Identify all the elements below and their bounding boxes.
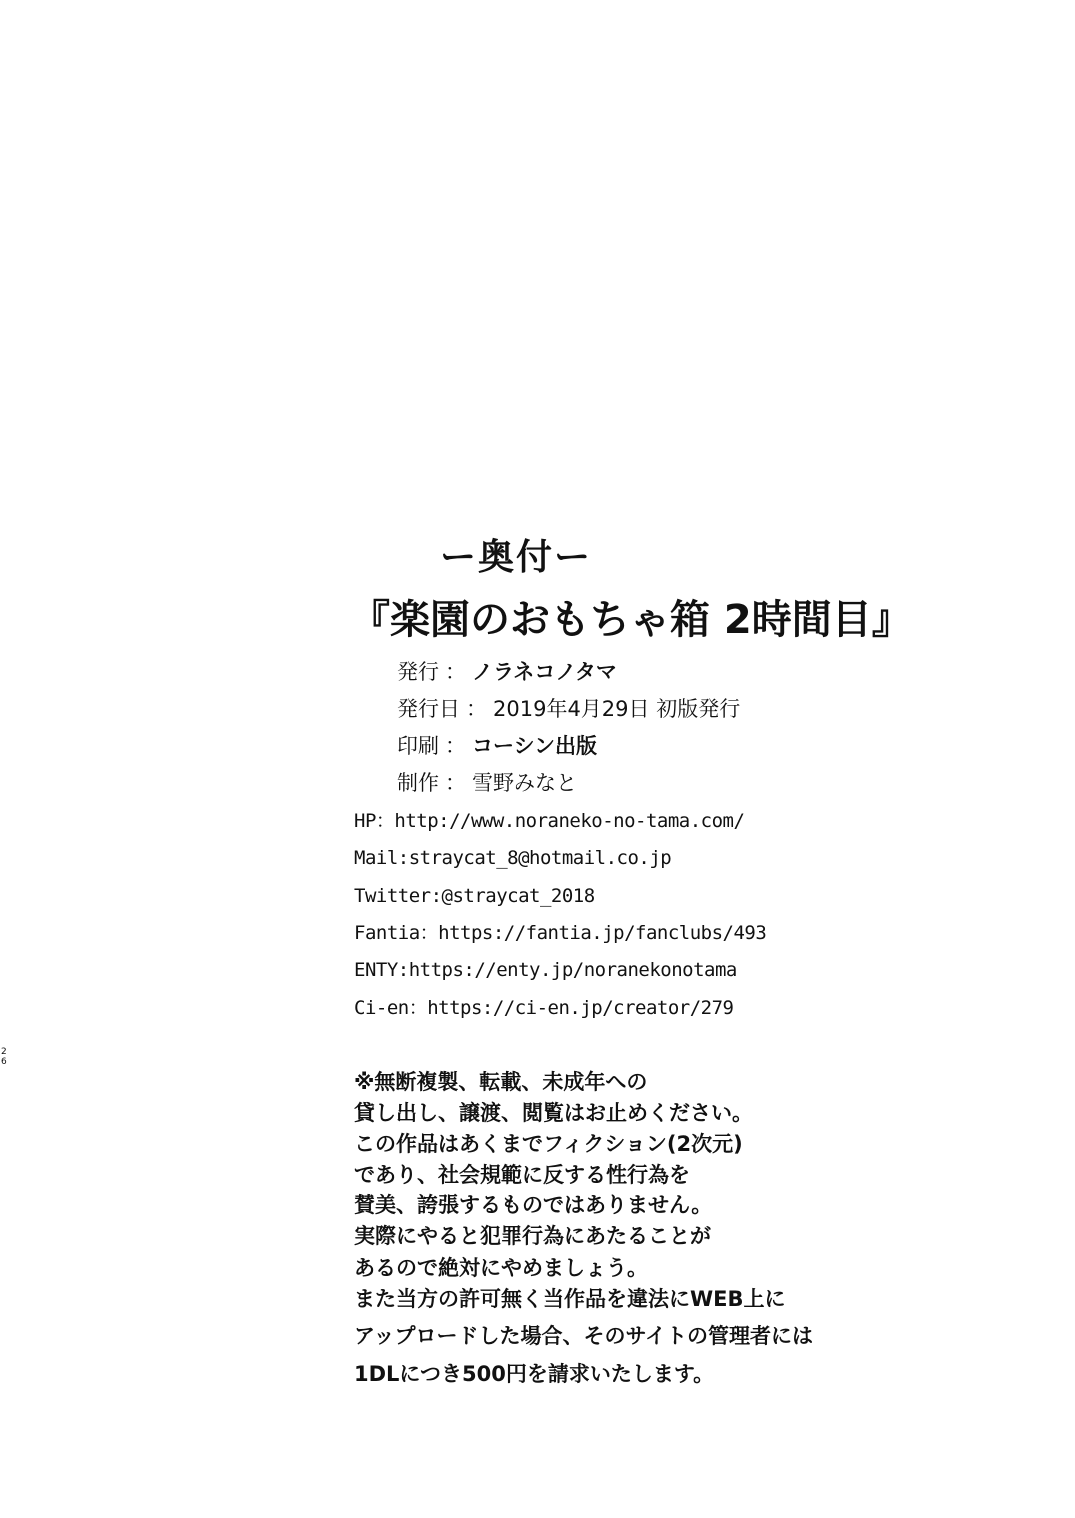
- info-row-publish-date: [397, 695, 740, 723]
- link-enty: ENTY:https://enty.jp/noranekonotama: [354, 959, 737, 981]
- notice-line: アップロードした場合、そのサイトの管理者には: [354, 1324, 814, 1348]
- info-separator: ：: [445, 771, 466, 795]
- info-row-publisher: [397, 658, 617, 686]
- info-value: ノラネコノタマ: [472, 660, 617, 684]
- info-label: 印刷: [397, 734, 439, 758]
- notice-line: 賛美、誇張するものではありません。: [354, 1193, 713, 1217]
- notice-line: ※無断複製、転載、未成年への: [354, 1070, 648, 1094]
- info-value: コーシン出版: [472, 734, 598, 758]
- info-separator: ：: [445, 734, 466, 758]
- info-separator: ：: [445, 660, 466, 684]
- page-number: 26: [1, 1047, 7, 1067]
- notice-line: また当方の許可無く当作品を違法にWEB上に: [354, 1287, 786, 1311]
- link-fantia: Fantia：https://fantia.jp/fanclubs/493: [354, 922, 767, 944]
- notice-line: 貸し出し、譲渡、閲覧はお止めください。: [354, 1101, 753, 1125]
- info-label: 制作: [397, 771, 439, 795]
- info-label: 発行: [397, 660, 439, 684]
- notice-line: この作品はあくまでフィクション(2次元): [354, 1132, 743, 1156]
- notice-line: 1DLにつき500円を請求いたします。: [354, 1362, 715, 1386]
- notice-line: 実際にやると犯罪行為にあたることが: [354, 1224, 711, 1248]
- info-row-author: [397, 769, 577, 797]
- info-value: 雪野みなと: [472, 771, 577, 795]
- link-mail: Mail:straycat_8@hotmail.co.jp: [354, 847, 672, 869]
- link-twitter: Twitter:@straycat_2018: [354, 885, 595, 907]
- info-row-printer: [397, 732, 597, 760]
- info-value: 2019年4月29日 初版発行: [493, 697, 741, 721]
- link-ci-en: Ci-en：https://ci-en.jp/creator/279: [354, 997, 734, 1019]
- link-homepage: HP：http://www.noraneko-no-tama.com/: [354, 810, 745, 832]
- info-label: 発行日: [397, 697, 460, 721]
- book-title: 『楽園のおもちゃ箱 2時間目』: [350, 597, 912, 643]
- colophon-heading: ー奥付ー: [440, 537, 593, 578]
- notice-line: であり、社会規範に反する性行為を: [354, 1163, 690, 1187]
- info-separator: ：: [466, 697, 487, 721]
- notice-line: あるので絶対にやめましょう。: [354, 1256, 648, 1280]
